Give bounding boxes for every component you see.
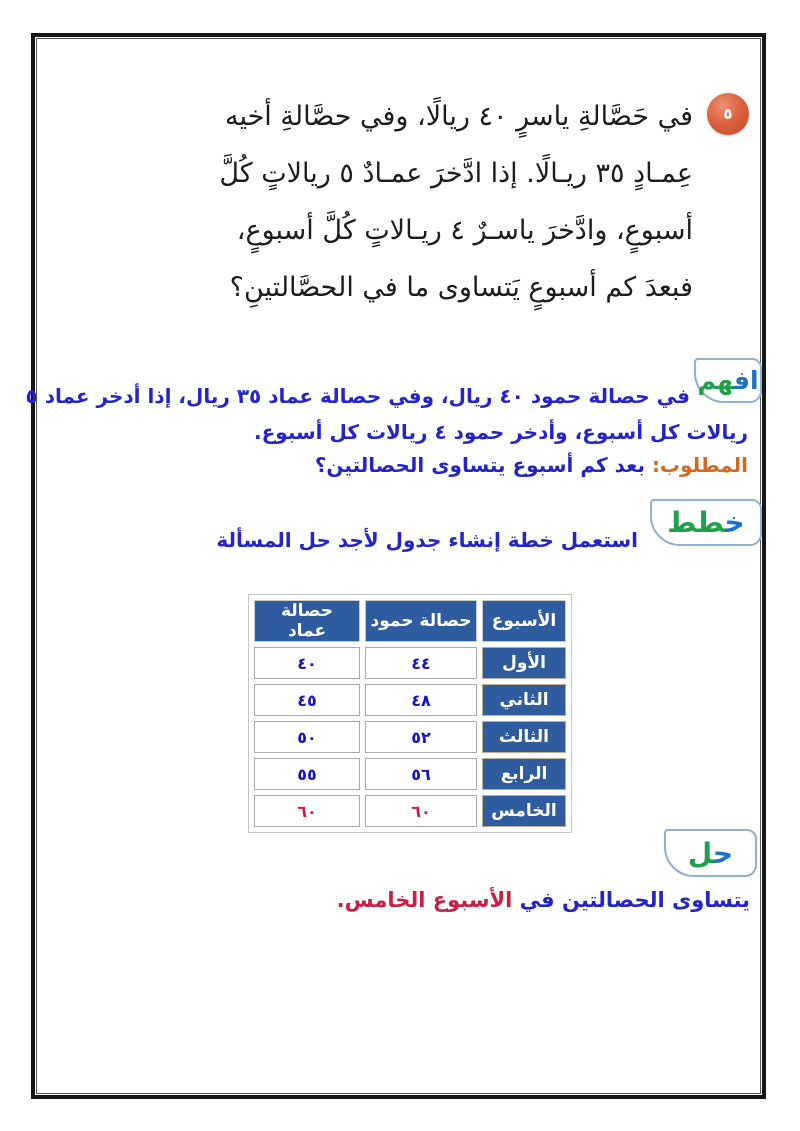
plan-text: استعمل خطة إنشاء جدول لأجد حل المسألة xyxy=(216,528,638,552)
emad-value-cell: ٥٥ xyxy=(254,758,360,790)
solution-table-container xyxy=(248,594,572,833)
solve-badge-text-blue: ح‍ xyxy=(712,836,734,870)
emad-value-cell: ٦٠ xyxy=(254,795,360,827)
goal-text: بعد كم أسبوع يتساوى الحصالتين؟ xyxy=(314,453,652,477)
solve-badge-text-green: ‍ل xyxy=(687,836,713,870)
answer-line xyxy=(337,888,750,912)
problem-line-4: فبعدَ كم أسبوعٍ يَتساوى ما في الحصَّالتينِ؟ xyxy=(229,272,693,303)
hammoud-value-cell: ٤٨ xyxy=(365,684,477,716)
hammoud-value-cell: ٥٢ xyxy=(365,721,477,753)
plan-badge-text-green: ‍طط xyxy=(667,506,725,539)
answer-text-red: الأسبوع الخامس. xyxy=(336,888,513,912)
table-row xyxy=(254,795,566,827)
table-row xyxy=(254,721,566,753)
table-row xyxy=(254,684,566,716)
hammoud-value-cell: ٦٠ xyxy=(365,795,477,827)
week-label-cell: الخامس xyxy=(482,795,566,827)
emad-value-cell: ٥٠ xyxy=(254,721,360,753)
table-row xyxy=(254,758,566,790)
week-label-cell: الرابع xyxy=(482,758,566,790)
problem-line-3: أسبوعٍ، وادَّخرَ ياسـرٌ ٤ ريـالاتٍ كُلَّ أسبوعٍ، xyxy=(236,215,693,246)
emad-value-cell: ٤٥ xyxy=(254,684,360,716)
emad-value-cell: ٤٠ xyxy=(254,647,360,679)
solution-table-body xyxy=(254,647,566,827)
understand-line-1: في حصالة حمود ٤٠ ريال، وفي حصالة عماد ٣٥ ريال، إذا أدخر عماد ٥ xyxy=(25,384,690,408)
table-header-row xyxy=(254,600,566,642)
understand-line-2: ريالات كل أسبوع، وأدخر حمود ٤ ريالات كل أسبوع. xyxy=(254,420,748,444)
plan-badge xyxy=(650,499,762,546)
understand-goal-line xyxy=(315,453,748,477)
understand-badge-text-blue: اف‍ xyxy=(733,366,759,395)
problem-line-2: عِمـادٍ ٣٥ ريـالًا. إذا ادَّخرَ عمـادٌ ٥ ريالاتٍ كُلَّ xyxy=(219,158,693,189)
solution-table xyxy=(248,594,572,833)
hammoud-value-cell: ٤٤ xyxy=(365,647,477,679)
problem-number: ٥ xyxy=(723,105,733,123)
header-emad: حصالة عماد xyxy=(254,600,360,642)
solve-badge xyxy=(664,829,757,877)
understand-badge xyxy=(694,358,762,403)
plan-badge-text-blue: خ‍ xyxy=(724,506,745,539)
week-label-cell: الأول xyxy=(482,647,566,679)
hammoud-value-cell: ٥٦ xyxy=(365,758,477,790)
header-hammoud: حصالة حمود xyxy=(365,600,477,642)
table-row xyxy=(254,647,566,679)
understand-badge-text-green: ‍هم xyxy=(697,366,734,395)
week-label-cell: الثالث xyxy=(482,721,566,753)
problem-number-badge xyxy=(707,93,749,135)
goal-label: المطلوب: xyxy=(651,453,748,477)
header-week: الأسبوع xyxy=(482,600,566,642)
problem-statement xyxy=(90,92,693,320)
week-label-cell: الثاني xyxy=(482,684,566,716)
answer-text-blue: يتساوى الحصالتين في xyxy=(512,888,750,912)
problem-line-1: في حَصَّالةِ ياسرٍ ٤٠ ريالًا، وفي حصَّالةِ أخيه xyxy=(224,101,693,132)
